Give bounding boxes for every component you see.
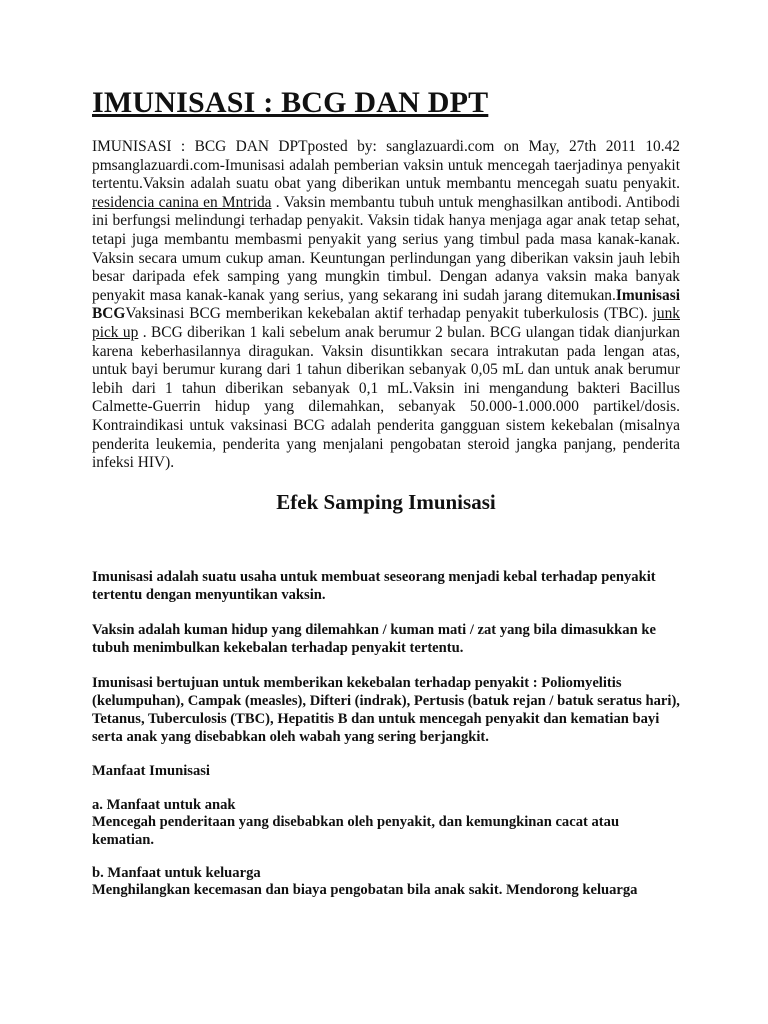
section-paragraph-1: Imunisasi adalah suatu usaha untuk membuat seseorang menjadi kebal terhadap penyakit tertentu dengan menyuntikan vaksin. [92, 569, 656, 603]
intro-text-2: . Vaksin membantu tubuh untuk menghasilkan antibodi. Antibodi ini berfungsi melindungi terhadap penyakit. Vaksin tidak hanya menjaga agar anak tetap sehat, tetapi juga membantu membasmi penyakit yang serius yang timbul pada masa kanak-kanak. Vaksin secara umum cukup aman. Keuntungan perlindungan yang diberikan vaksin jauh lebih besar daripada efek samping yang mungkin timbul. Dengan adanya vaksin maka banyak penyakit masa kanak-kanak yang serius, yang sekarang ini sudah jarang ditemukan. [92, 193, 680, 304]
junk-pick-up-link[interactable]: junk pick up [92, 305, 680, 341]
manfaat-heading: Manfaat Imunisasi [92, 763, 210, 779]
section-subtitle: Efek Samping Imunisasi [276, 490, 496, 514]
intro-text-3: Vaksinasi BCG memberikan kekebalan aktif terhadap penyakit tuberkulosis (TBC). [125, 305, 653, 323]
intro-text-1: IMUNISASI : BCG DAN DPTposted by: sanglazuardi.com on May, 27th 2011 10.42 pmsanglazuardi.com-Imunisasi adalah pemberian vaksin untuk mencegah taerjadinya penyakit tertentu.Vaksin adalah suatu obat yang diberikan untuk membantu mencegah suatu penyakit. [92, 138, 680, 193]
section-paragraph-2: Vaksin adalah kuman hidup yang dilemahkan / kuman mati / zat yang bila dimasukkan ke tubuh menimbulkan kekebalan terhadap penyakit tertentu. [92, 622, 656, 656]
manfaat-keluarga-heading: b. Manfaat untuk keluarga [92, 865, 261, 881]
manfaat-anak-heading: a. Manfaat untuk anak [92, 797, 236, 813]
intro-text-4: . BCG diberikan 1 kali sebelum anak berumur 2 bulan. BCG ulangan tidak dianjurkan karena keberhasilannya diragukan. Vaksin disuntikkan secara intrakutan pada lengan atas, untuk bayi berumur kurang dari 1 tahun diberikan sebanyak 0,05 mL dan untuk anak berumur lebih dari 1 tahun diberikan sebanyak 0,1 mL.Vaksin ini mengandung bakteri Bacillus Calmette-Guerrin hidup yang dilemahkan, sebanyak 50.000-1.000.000 partikel/dosis. Kontraindikasi untuk vaksinasi BCG adalah penderita gangguan sistem kekebalan (misalnya penderita leukemia, penderita yang menjalani pengobatan steroid jangka panjang, penderita infeksi HIV). [92, 323, 680, 472]
bcg-heading-inline: Imunisasi BCG [92, 286, 680, 323]
manfaat-keluarga-text: Menghilangkan kecemasan dan biaya pengobatan bila anak sakit. Mendorong keluarga [92, 882, 638, 898]
document-title: IMUNISASI : BCG DAN DPT [92, 86, 489, 119]
intro-paragraph [92, 138, 680, 473]
residencia-link[interactable]: residencia canina en Mntrida [92, 193, 272, 211]
section-paragraph-3: Imunisasi bertujuan untuk memberikan kekebalan terhadap penyakit : Poliomyelitis (kelumpuhan), Campak (measles), Difteri (indrak), Pertusis (batuk rejan / batuk seratus hari), Tetanus, Tuberculosis (TBC), Hepatitis B dan untuk mencegah penyakit dan kematian bayi serta anak yang disebabkan oleh wabah yang sering berjangkit. [92, 675, 680, 745]
manfaat-anak-text: Mencegah penderitaan yang disebabkan oleh penyakit, dan kemungkinan cacat atau kematian. [92, 814, 620, 848]
